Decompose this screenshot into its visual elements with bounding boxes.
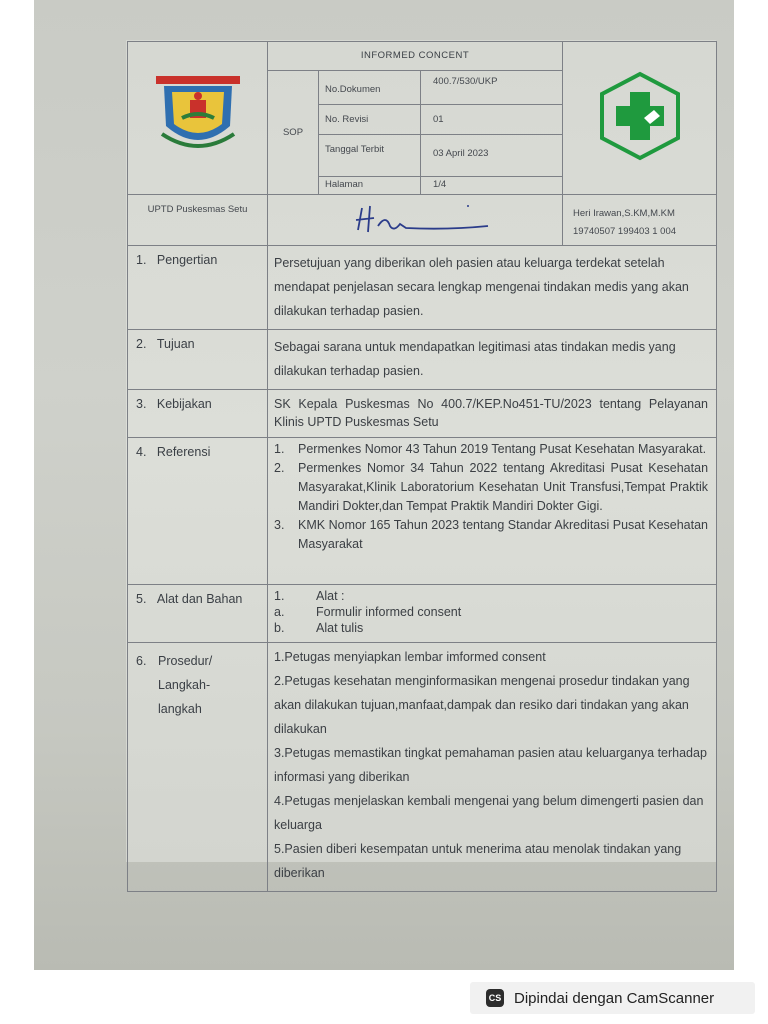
section-label-cell: [128, 246, 268, 330]
tools-content: [268, 585, 717, 643]
procedure-step: 5.Pasien diberi kesempatan untuk menerima atau menolak tindakan yang diberikan: [274, 842, 682, 880]
section-row: [128, 585, 717, 643]
list-item: 2. Permenkes Nomor 34 Tahun 2022 tentang Akreditasi Pusat Kesehatan Masyarakat,Klinik Laboratorium Kesehatan Unit Transfusi,Tempat Praktik Mandiri Dokter,dan Tempat Praktik Mandiri Dokter Gigi.: [274, 461, 709, 513]
signature-area: [268, 195, 563, 246]
section-number: 6.: [136, 654, 147, 668]
bekasi-emblem-icon: [152, 74, 244, 158]
sop-table: [127, 41, 717, 892]
section-number: 1.: [136, 253, 147, 267]
section-label: Tujuan: [156, 337, 195, 351]
procedure-step: 2.Petugas kesehatan menginformasikan mengenai prosedur tindakan yang akan dilakukan tujuan,manfaat,dampak dan resiko dari tindakan yang akan dilakukan: [274, 674, 690, 736]
page-label: Halaman: [319, 177, 421, 195]
section-row: [128, 390, 717, 438]
list-item: 3. KMK Nomor 165 Tahun 2023 tentang Standar Akreditasi Pusat Kesehatan Masyarakat: [274, 518, 709, 551]
puskesmas-cross-icon: [594, 70, 686, 162]
health-cross-logo: [563, 42, 717, 195]
signer-nip: 19740507 199403 1 004: [573, 226, 677, 237]
section-row: [128, 330, 717, 390]
document-title: INFORMED CONCENT: [268, 42, 563, 71]
doc-no-label: No.Dokumen: [319, 71, 421, 105]
doc-no-value: 400.7/530/UKP: [421, 71, 563, 105]
procedure-step: 1.Petugas menyiapkan lembar imformed consent: [274, 650, 546, 664]
section-label: Pengertian: [156, 253, 218, 267]
page-value: 1/4: [421, 177, 563, 195]
handwritten-signature: [348, 200, 498, 240]
camscanner-text: Dipindai dengan CamScanner: [514, 989, 715, 1007]
camscanner-icon: CS: [486, 989, 504, 1007]
section-label-cell: [128, 438, 268, 585]
organization-name: UPTD Puskesmas Setu: [128, 195, 268, 246]
section-label: Referensi: [156, 445, 211, 459]
procedure-step: 3.Petugas memastikan tingkat pemahaman pasien atau keluarganya terhadap informasi yang diberikan: [274, 746, 707, 784]
section-label-cell: [128, 330, 268, 390]
revision-label: No. Revisi: [319, 105, 421, 135]
reference-list: [274, 440, 708, 554]
signer-block: [563, 195, 717, 246]
section-content: Persetujuan yang diberikan oleh pasien atau keluarga terdekat setelah mendapat penjelasan secara lengkap mengenai tindakan medis yang akan dilakukan terhadap pasien.: [268, 246, 717, 330]
sop-label: SOP: [268, 71, 319, 195]
references-content: [268, 438, 717, 585]
section-label: Prosedur/ Langkah-langkah: [158, 654, 213, 716]
issue-date-value: 03 April 2023: [421, 135, 563, 177]
procedure-step: 4.Petugas menjelaskan kembali mengenai yang belum dimengerti pasien dan keluarga: [274, 794, 704, 832]
issue-date-label: Tanggal Terbit: [319, 135, 421, 177]
section-label-cell: [128, 643, 268, 892]
section-row: [128, 246, 717, 330]
section-number: 2.: [136, 337, 147, 351]
section-number: 3.: [136, 397, 147, 411]
list-item: b. Alat tulis: [274, 621, 364, 635]
camscanner-watermark: [470, 982, 755, 1014]
procedure-content: [268, 643, 717, 892]
section-label: Kebijakan: [156, 397, 212, 411]
list-item: 1. Permenkes Nomor 43 Tahun 2019 Tentang Pusat Kesehatan Masyarakat.: [274, 442, 707, 456]
section-label-cell: [128, 585, 268, 643]
signer-name: Heri Irawan,S.KM,M.KM: [573, 208, 675, 219]
section-content: SK Kepala Puskesmas No 400.7/KEP.No451-TU/2023 tentang Pelayanan Klinis UPTD Puskesmas Setu: [268, 390, 717, 438]
revision-value: 01: [421, 105, 563, 135]
section-number: 4.: [136, 445, 147, 459]
section-content: Sebagai sarana untuk mendapatkan legitimasi atas tindakan medis yang dilakukan terhadap pasien.: [268, 330, 717, 390]
section-number: 5.: [136, 592, 147, 606]
section-row: [128, 643, 717, 892]
list-item: a. Formulir informed consent: [274, 605, 462, 619]
section-label-cell: [128, 390, 268, 438]
section-label: Alat dan Bahan: [156, 592, 243, 606]
regency-logo: [128, 42, 268, 195]
list-item: 1. Alat :: [274, 589, 345, 603]
section-row: [128, 438, 717, 585]
